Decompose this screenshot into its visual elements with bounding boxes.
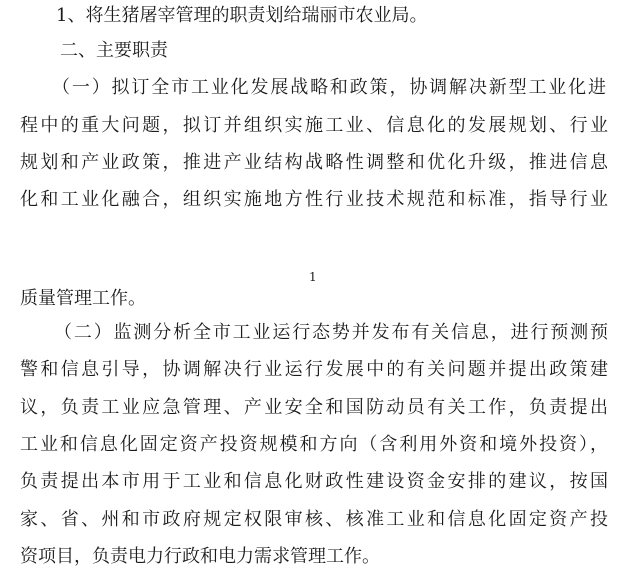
paragraph-line: 家、省、州和市政府规定权限审核、核准工业和信息化固定资产投 [20,509,608,530]
paragraph-line: 负责提出本市用于工业和信息化财政性建设资金安排的建议，按国 [20,471,608,492]
paragraph-line: 警和信息引导，协调解决行业运行发展中的有关问题并提出政策建 [20,359,608,380]
paragraph-line: 资项目，负责电力行政和电力需求管理工作。 [20,546,380,567]
list-item-1: 1、将生猪屠宰管理的职责划给瑞丽市农业局。 [56,5,428,26]
paragraph-line: 化和工业化融合，组织实施地方性行业技术规范和标准，指导行业 [20,189,608,210]
paragraph-1-continuation: 质量管理工作。 [20,288,146,309]
paragraph-line: 工业和信息化固定资产投资规模和方向（含利用外资和境外投资）， [20,434,608,455]
page-number: 1 [309,270,317,284]
paragraph-line: （二）监测分析全市工业运行态势并发布有关信息，进行预测预 [54,322,608,343]
paragraph-line: 程中的重大问题，拟订并组织实施工业、信息化的发展规划、行业 [20,115,608,136]
paragraph-line: （一）拟订全市工业化发展战略和政策，协调解决新型工业化进 [52,77,606,98]
paragraph-line: 规划和产业政策，推进产业结构战略性调整和优化升级，推进信息 [20,152,608,173]
paragraph-line: 议，负责工业应急管理、产业安全和国防动员有关工作，负责提出 [20,397,608,418]
section-heading: 二、主要职责 [60,40,168,61]
